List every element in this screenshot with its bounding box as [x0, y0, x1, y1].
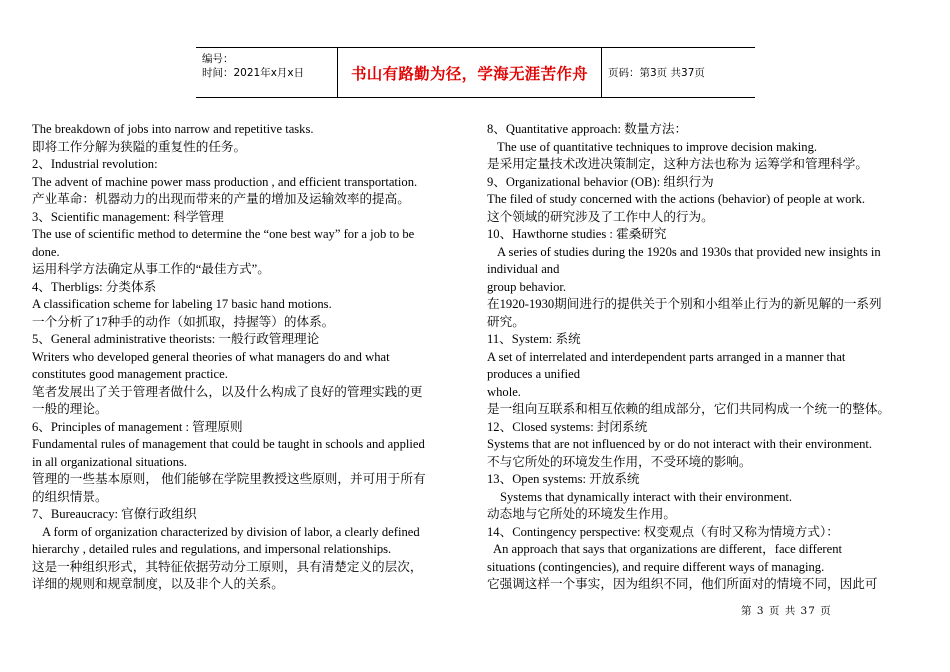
text-line: A set of interrelated and interdependent parts arranged in a manner that — [487, 349, 846, 364]
term-heading: 13、Open systems: 开放系统 — [487, 472, 640, 486]
text-line: 产业革命：机器动力的出现而带来的产量的增加及运输效率的提高。 — [32, 192, 410, 206]
text-line: in all organizational situations. — [32, 454, 188, 469]
text-line: The use of quantitative techniques to improve decision making. — [497, 139, 818, 154]
term-heading: 7、Bureaucracy: 官僚行政组织 — [32, 507, 197, 521]
term-heading: 14、Contingency perspective: 权变观点（有时又称为情境方式）： — [487, 524, 839, 539]
number-label: 编号： — [202, 53, 234, 65]
text-line: 一般的理论。 — [32, 402, 108, 416]
text-line: An approach that says that organizations are different，face different — [493, 542, 842, 556]
text-line: A series of studies during the 1920s and 1930s that provided new insights in — [497, 244, 881, 259]
text-line: situations (contingencies), and require different ways of managing. — [487, 559, 825, 574]
term-heading: 10、Hawthorne studies : 霍桑研究 — [487, 227, 667, 241]
term-heading: 5、General administrative theorists: 一般行政管理理论 — [32, 332, 320, 346]
page-footer: 第 3 页 共 37 页 — [741, 605, 832, 617]
text-line: group behavior. — [487, 279, 567, 294]
text-line: 运用科学方法确定从事工作的“最佳方式”。 — [32, 262, 270, 276]
text-line: 详细的规则和规章制度，以及非个人的关系。 — [32, 577, 284, 591]
term-heading: 6、Principles of management : 管理原则 — [32, 419, 243, 434]
time-label: 时间：2021年x月x日 — [202, 67, 305, 79]
term-heading: 9、Organizational behavior (OB): 组织行为 — [487, 174, 714, 189]
text-line: 在1920-1930期间进行的提供关于个别和小组举止行为的新见解的一系列 — [487, 297, 882, 311]
text-line: 即将工作分解为狭隘的重复性的任务。 — [32, 139, 247, 154]
term-heading: 4、Therbligs: 分类体系 — [32, 279, 157, 294]
term-heading: 2、Industrial revolution: — [32, 157, 158, 171]
text-line: 研究。 — [487, 314, 525, 329]
text-line: hierarchy , detailed rules and regulations, and impersonal relationships. — [32, 542, 392, 556]
text-line: produces a unified — [487, 367, 581, 381]
text-line: 的组织情景。 — [32, 489, 108, 504]
text-line: 一个分析了17种手的动作（如抓取，持握等）的体系。 — [32, 314, 335, 329]
text-line: Systems that are not influenced by or do not interact with their environment. — [487, 437, 873, 451]
header-motto: 书山有路勤为径，学海无涯苦作舟 — [337, 48, 602, 97]
text-line: 不与它所处的环境发生作用，不受环境的影响。 — [487, 454, 752, 469]
term-heading: 12、Closed systems: 封闭系统 — [487, 419, 648, 434]
text-line: constitutes good management practice. — [32, 367, 228, 381]
text-line: 管理的一些基本原则， 他们能够在学院里教授这些原则，并可用于所有 — [32, 472, 426, 486]
text-line: individual and — [487, 262, 560, 276]
text-line: Writers who developed general theories of what managers do and what — [32, 349, 390, 364]
text-line: 是采用定量技术改进决策制定，这种方法也称为 运筹学和管理科学。 — [487, 157, 868, 171]
text-line: done. — [32, 244, 60, 259]
text-line: 动态地与它所处的环境发生作用。 — [487, 507, 676, 521]
term-heading: 8、Quantitative approach: 数量方法： — [487, 122, 688, 136]
text-line: The filed of study concerned with the actions (behavior) of people at work. — [487, 192, 866, 206]
text-line: 笔者发展出了关于管理者做什么，以及什么构成了良好的管理实践的更 — [32, 384, 423, 399]
text-line: The use of scientific method to determine the “one best way” for a job to be — [32, 227, 415, 241]
text-line: whole. — [487, 384, 521, 399]
left-column — [32, 121, 460, 594]
header-page-info: 页码：第3页 共37页 — [608, 67, 705, 79]
text-line: The advent of machine power mass production , and efficient transportation. — [32, 174, 418, 189]
header-meta-cell — [196, 48, 337, 97]
term-heading: 11、System: 系统 — [487, 332, 581, 346]
right-column — [487, 121, 919, 594]
text-line: A classification scheme for labeling 17 basic hand motions. — [32, 297, 332, 311]
text-line: 它强调这样一个事实，因为组织不同，他们所面对的情境不同，因此可 — [487, 577, 878, 591]
text-line: A form of organization characterized by division of labor, a clearly defined — [42, 524, 420, 539]
text-line: Systems that dynamically interact with their environment. — [500, 489, 793, 504]
term-heading: 3、Scientific management: 科学管理 — [32, 209, 224, 224]
text-line: 这是一种组织形式，其特征依据劳动分工原则，具有清楚定义的层次， — [32, 559, 423, 574]
page-header — [196, 47, 755, 98]
text-line: 是一组向互联系和相互依赖的组成部分，它们共同构成一个统一的整体。 — [487, 402, 890, 416]
text-line: The breakdown of jobs into narrow and repetitive tasks. — [32, 122, 314, 136]
text-line: Fundamental rules of management that could be taught in schools and applied — [32, 437, 425, 451]
text-line: 这个领域的研究涉及了工作中人的行为。 — [487, 209, 714, 224]
